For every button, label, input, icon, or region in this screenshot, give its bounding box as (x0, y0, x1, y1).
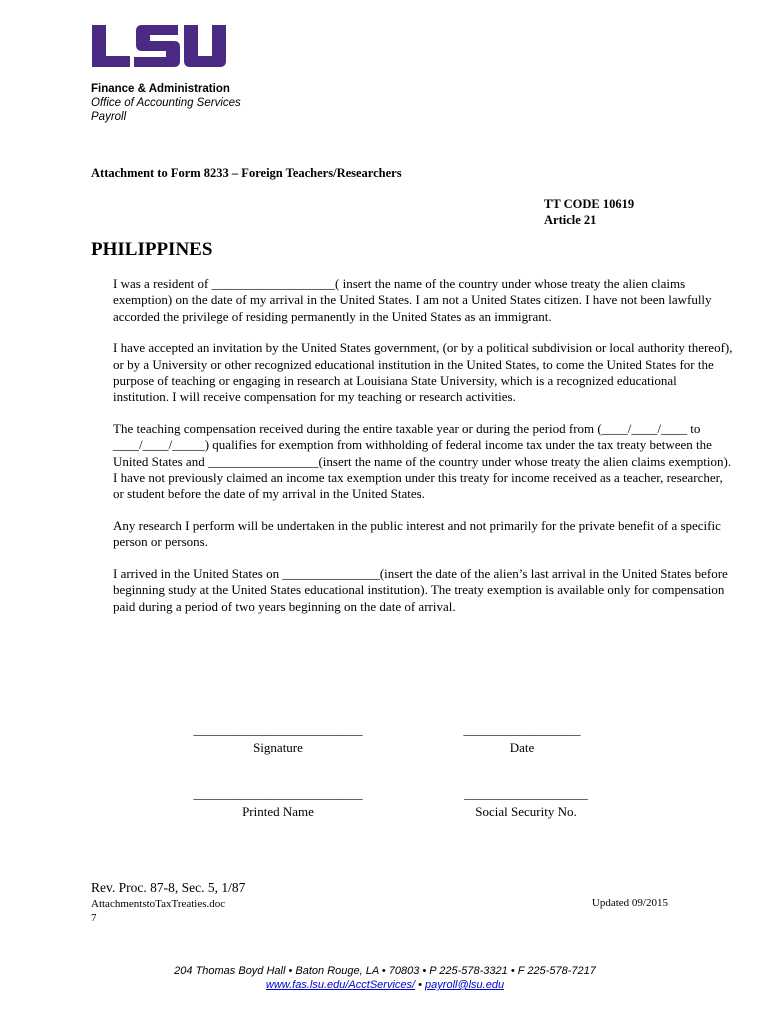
ssn-label: Social Security No. (475, 804, 577, 819)
paragraph-research: Any research I perform will be undertaken in the public interest and not primarily for the private benefit of a specific person or persons. (113, 517, 721, 550)
page-footer (0, 964, 770, 992)
department-name: Finance & Administration (91, 83, 230, 95)
printed-name-label: Printed Name (242, 804, 314, 819)
footer-links (0, 978, 770, 992)
footer-separator: • (418, 979, 422, 991)
paragraph-arrival: I arrived in the United States on _______________(insert the date of the alien’s last arrival in the United States before beginning study at the United States educational institution). The treaty exemption is available only for compensation paid during a period of two years beginning on the date of arrival. (113, 565, 728, 614)
date-label: Date (509, 740, 535, 755)
paragraph-invitation: I have accepted an invitation by the United States government, (or by a political subdivision or local authority thereof), or by a University or other recognized educational institution in the United States, to come the United States for the purpose of teaching or engaging in research at Louisiana State University, which is a recognized educational institution. I will receive compensation for my teaching or research activities. (113, 340, 733, 405)
date-line[interactable]: __________________ (463, 722, 581, 737)
website-link[interactable]: www.fas.lsu.edu/AcctServices/ (265, 979, 416, 991)
office-name: Office of Accounting Services (91, 97, 241, 109)
page-number: 7 (91, 912, 97, 924)
statement-body (113, 276, 733, 630)
email-link[interactable]: payroll@lsu.edu (425, 979, 505, 991)
file-info (91, 897, 225, 925)
department-header (91, 82, 241, 124)
date-field[interactable] (448, 722, 596, 756)
revision-note: Rev. Proc. 87-8, Sec. 5, 1/87 (91, 880, 246, 895)
updated-date: Updated 09/2015 (591, 897, 668, 909)
signature-label: Signature (253, 740, 303, 755)
lsu-logo (90, 23, 228, 69)
article: Article 21 (544, 213, 597, 227)
printed-name-line[interactable]: __________________________ (193, 786, 363, 801)
form-title: Attachment to Form 8233 – Foreign Teachers/Researchers (91, 166, 402, 180)
ssn-field[interactable] (448, 786, 604, 820)
filename: AttachmentstoTaxTreaties.doc (91, 898, 226, 910)
treaty-code-block (544, 196, 634, 228)
paragraph-residency: I was a resident of ___________________( insert the name of the country under whose treaty the alien claims exemption) on the date of my arrival in the United States. I am not a United States citizen. I have not been lawfully accorded the privilege of residing permanently in the United States as an immigrant. (113, 276, 712, 324)
ssn-line[interactable]: ___________________ (464, 786, 588, 801)
footer-address: 204 Thomas Boyd Hall • Baton Rouge, LA • 70803 • P 225-578-3321 • F 225-578-7217 (174, 965, 596, 977)
country-heading: PHILIPPINES (91, 239, 213, 260)
paragraph-compensation: The teaching compensation received during the entire taxable year or during the period from (____/____/____ to ____/____/_____) qualifies for exemption from withholding of federal income tax under the tax treaty between the United States and _________________(insert the name of the country under whose treaty the alien claims exemption). I have not previously claimed an income tax exemption under this treaty for income received as a teacher, researcher, or student before the date of my arrival in the United States. (113, 420, 732, 502)
printed-name-field[interactable] (178, 786, 378, 820)
unit-name: Payroll (91, 111, 127, 123)
tt-code: TT CODE 10619 (544, 197, 635, 211)
signature-field[interactable] (178, 722, 378, 756)
signature-line[interactable]: __________________________ (193, 722, 363, 737)
